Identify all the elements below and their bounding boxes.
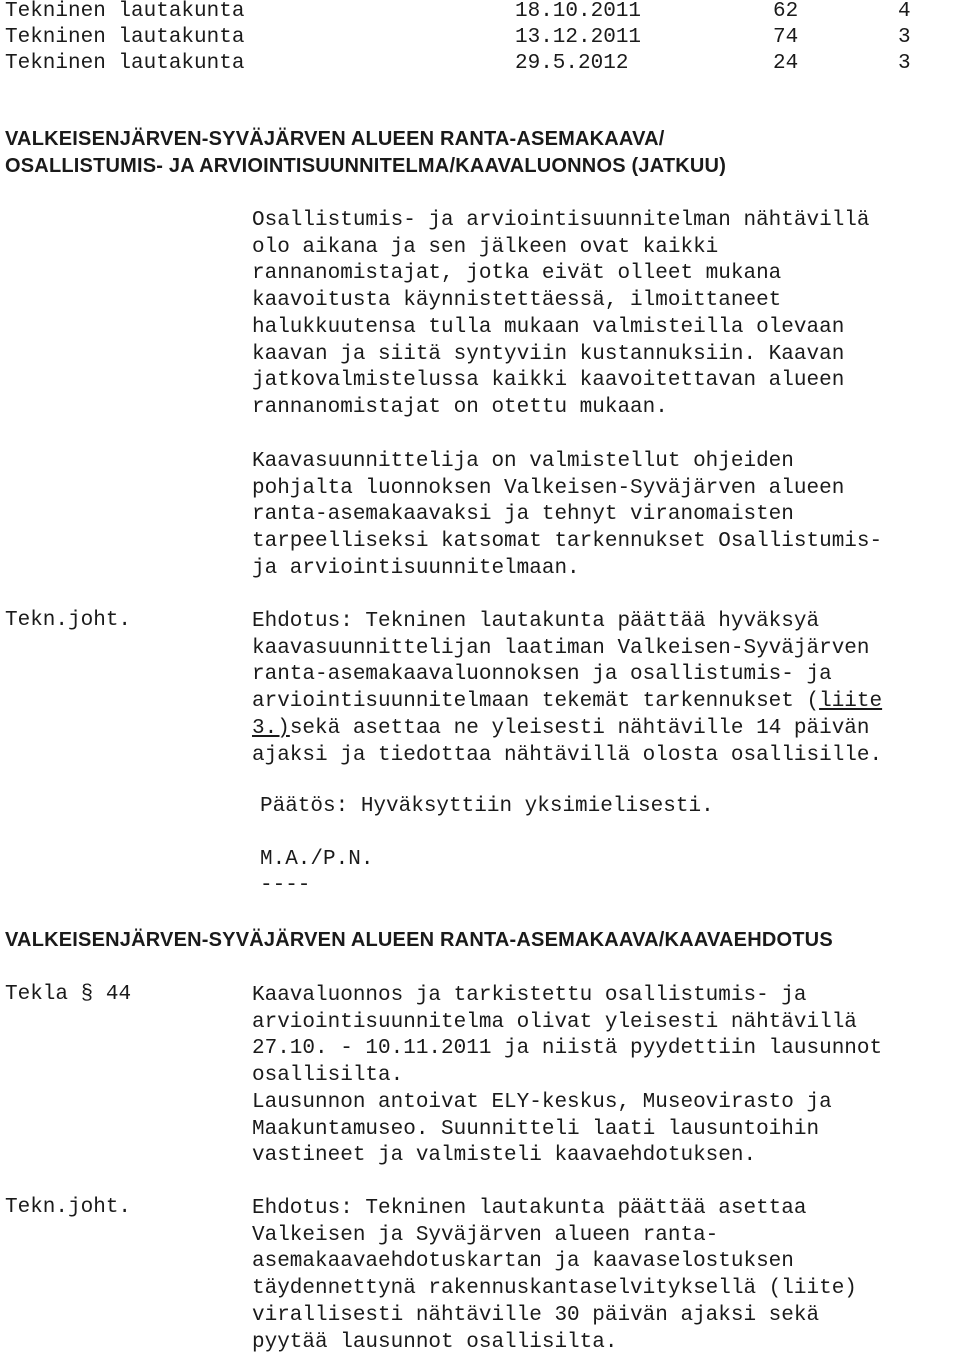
- meeting-page: 4: [898, 0, 911, 23]
- section-heading: VALKEISENJÄRVEN-SYVÄJÄRVEN ALUEEN RANTA-ASEMAKAAVA/KAAVAEHDOTUS: [5, 929, 833, 951]
- section-heading-continued: OSALLISTUMIS- JA ARVIOINTISUUNNITELMA/KAAVALUONNOS (JATKUU): [5, 155, 727, 177]
- meeting-date: 29.5.2012: [515, 52, 629, 75]
- section-heading: VALKEISENJÄRVEN-SYVÄJÄRVEN ALUEEN RANTA-ASEMAKAAVA/: [5, 128, 665, 150]
- attachment-link[interactable]: liite 3.): [252, 690, 883, 740]
- meeting-body: Tekninen lautakunta: [5, 52, 245, 75]
- initials: M.A./P.N.: [260, 848, 374, 871]
- proposal-label: Tekn.joht.: [5, 609, 132, 632]
- meeting-body: Tekninen lautakunta: [5, 26, 245, 49]
- meeting-section: 74: [773, 26, 799, 49]
- body-paragraph: Kaavaluonnos ja tarkistettu osallistumis- ja arviointisuunnitelma olivat yleisesti nähtävillä 27.10. - 10.11.2011 ja niistä pyydettiin lausunnot osallisilta. Lausunnon antoivat ELY-keskus, Museovirasto ja Maakuntamuseo. Suunnitteli laati lausuntoihin vastineet ja valmisteli kaavaehdotuksen.: [252, 984, 883, 1168]
- decision-text: Päätös: Hyväksyttiin yksimielisesti.: [260, 795, 714, 818]
- separator: ----: [260, 874, 311, 897]
- meeting-body: Tekninen lautakunta: [5, 0, 245, 23]
- meeting-page: 3: [898, 26, 911, 49]
- body-paragraph: Kaavasuunnittelija on valmistellut ohjeiden pohjalta luonnoksen Valkeisen-Syväjärven alueen ranta-asemakaavaksi ja tehnyt viranomaisten tarpeelliseksi katsomat tarkennukset Osallistumis- ja arviointisuunnitelmaan.: [252, 450, 883, 580]
- proposal-label: Tekn.joht.: [5, 1196, 132, 1219]
- section-sign-icon: §: [80, 983, 94, 1006]
- proposal-text-start: Ehdotus: Tekninen lautakunta päättää hyväksyä kaavasuunnittelijan laatiman Valkeisen-Syväjärven ranta-asemakaavaluonnoksen ja osallistumis- ja arviointisuunnitelmaan tekemät tarkennukset (: [252, 610, 870, 714]
- proposal-text-end: sekä asettaa ne yleisesti nähtäville 14 päivän ajaksi ja tiedottaa nähtävillä olosta osallisille.: [252, 716, 883, 767]
- meeting-date: 13.12.2011: [515, 26, 642, 49]
- meeting-section: 24: [773, 52, 799, 75]
- ref-label: [5, 983, 131, 1006]
- proposal-text: Ehdotus: Tekninen lautakunta päättää asettaa Valkeisen ja Syväjärven alueen ranta- asemakaavaehdotuskartan ja kaavaselostuksen täydennettynä rakennuskantaselvityksellä (liite) virallisesti nähtäville 30 päivän ajaksi sekä pyytää lausunnot osallisilta.: [252, 1197, 857, 1354]
- ref-number: 44: [105, 983, 132, 1006]
- body-paragraph: Osallistumis- ja arviointisuunnitelman nähtävillä olo aikana ja sen jälkeen ovat kaikki rannanomistajat, jotka eivät olleet mukana kaavoitusta käynnistettäessä, ilmoittaneet halukkuutensa tulla mukaan valmisteilla olevaan kaavan ja siitä syntyviin kustannuksiin. Kaavan jatkovalmistelussa kaikki kaavoitettavan alueen rannanomistajat on otettu mukaan.: [252, 209, 870, 419]
- meeting-page: 3: [898, 52, 911, 75]
- meeting-section: 62: [773, 0, 799, 23]
- proposal-text: [252, 609, 957, 769]
- meeting-date: 18.10.2011: [515, 0, 642, 23]
- ref-name: Tekla: [5, 983, 69, 1006]
